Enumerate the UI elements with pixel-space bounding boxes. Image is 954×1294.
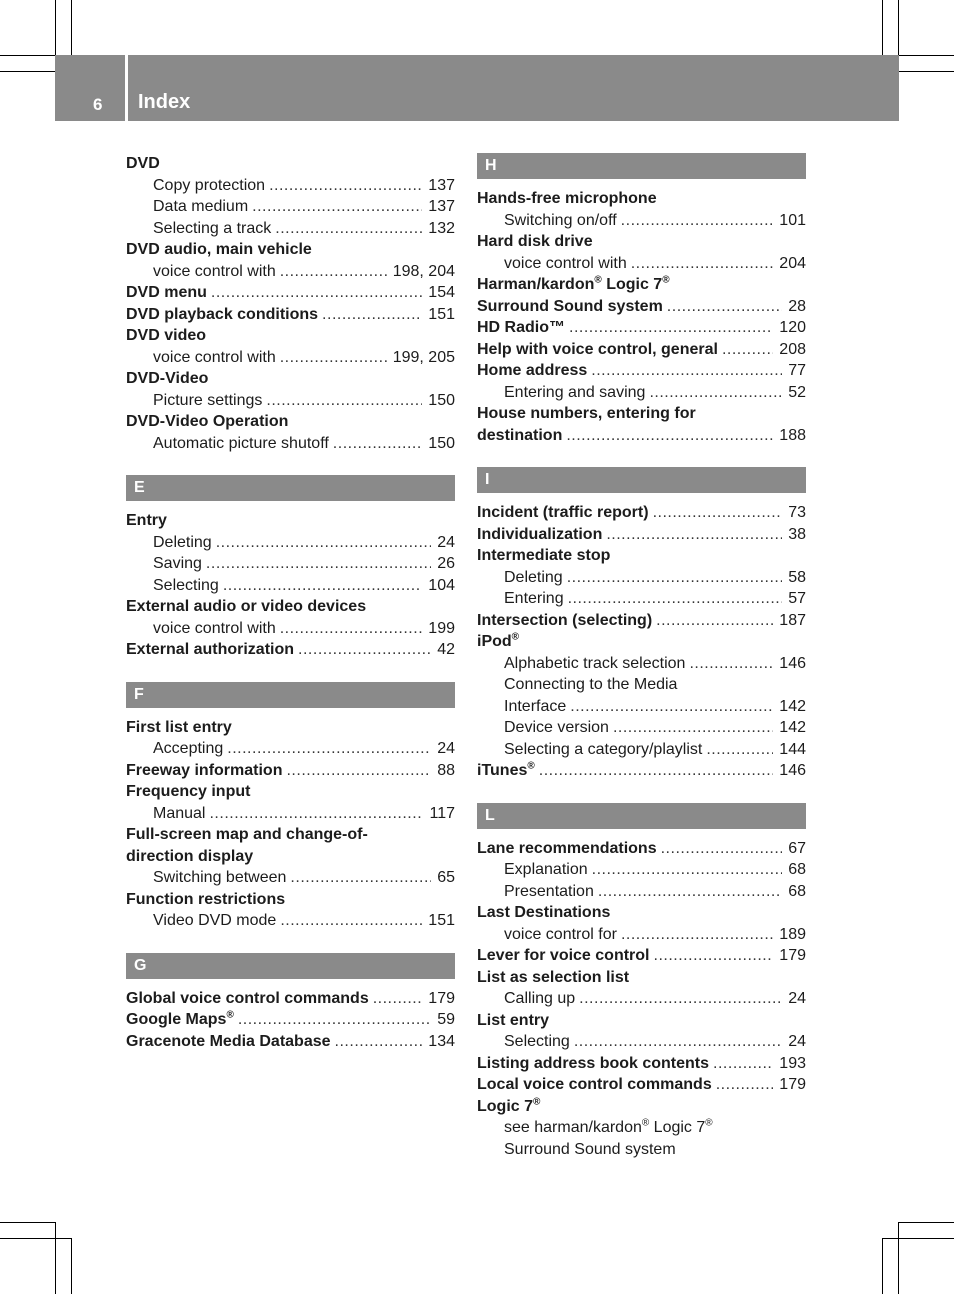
index-entry: voice control with ..... 199 xyxy=(126,618,455,640)
section-letter-bar: H xyxy=(477,153,806,179)
index-entry: External authorization ..... 42 xyxy=(126,639,455,661)
index-entry: Alphabetic track selection ..... 146 xyxy=(477,653,806,675)
index-entry: Selecting ..... 24 xyxy=(477,1031,806,1053)
index-entry: Presentation ..... 68 xyxy=(477,881,806,903)
crop-mark xyxy=(0,55,55,56)
index-entry: Freeway information ..... 88 xyxy=(126,760,455,782)
index-heading: Hands-free microphone xyxy=(477,190,657,207)
index-entry: Selecting a category/playlist ..... 144 xyxy=(477,739,806,761)
index-heading: Harman/kardon® Logic 7® xyxy=(477,274,670,293)
index-entry: DVD playback conditions ..... 151 xyxy=(126,304,455,326)
index-heading: Last Destinations xyxy=(477,904,611,921)
index-entry: Individualization ..... 38 xyxy=(477,524,806,546)
index-entry-text: see harman/kardon® Logic 7® xyxy=(504,1117,713,1136)
index-entry: voice control with ..... 199, 205 xyxy=(126,347,455,369)
index-entry: Interface ..... 142 xyxy=(477,696,806,718)
index-entry: Surround Sound system ..... 28 xyxy=(477,296,806,318)
header-divider xyxy=(125,55,128,121)
index-heading: Function restrictions xyxy=(126,890,286,908)
index-entry: Global voice control commands ..... 179 xyxy=(126,988,455,1010)
page-number: 6 xyxy=(93,95,103,114)
index-entry: Switching on/off ..... 101 xyxy=(477,210,806,232)
index-entry-text: Surround Sound system xyxy=(504,1140,676,1158)
index-heading: DVD video xyxy=(126,327,207,344)
index-heading: List entry xyxy=(477,1011,550,1029)
index-column-right xyxy=(477,153,806,1160)
index-entry: Calling up ..... 24 xyxy=(477,988,806,1010)
index-entry: Home address ..... 77 xyxy=(477,360,806,382)
index-heading: Entry xyxy=(126,512,167,529)
index-entry: Listing address book contents ..... 193 xyxy=(477,1053,806,1075)
index-entry: Deleting ..... 58 xyxy=(477,567,806,589)
index-entry: Automatic picture shutoff ..... 150 xyxy=(126,433,455,455)
index-entry: Intersection (selecting) ..... 187 xyxy=(477,610,806,632)
crop-mark xyxy=(898,1222,899,1294)
crop-mark xyxy=(71,1238,72,1294)
crop-mark xyxy=(882,1238,883,1294)
index-entry: Explanation ..... 68 xyxy=(477,859,806,881)
index-entry: Saving ..... 26 xyxy=(126,553,455,575)
index-column-left xyxy=(126,153,455,1052)
index-entry: Deleting ..... 24 xyxy=(126,532,455,554)
index-entry-text: Connecting to the Media xyxy=(504,676,678,693)
page-header xyxy=(55,55,899,121)
index-entry: Device version ..... 142 xyxy=(477,717,806,739)
index-entry: Local voice control commands ..... 179 xyxy=(477,1074,806,1096)
index-heading: Full-screen map and change-of- xyxy=(126,826,368,843)
crop-mark xyxy=(0,71,55,72)
crop-mark xyxy=(899,1222,954,1223)
index-entry: destination ..... 188 xyxy=(477,425,806,447)
index-entry: Incident (traffic report) ..... 73 xyxy=(477,502,806,524)
section-letter-bar: L xyxy=(477,803,806,829)
page-title: Index xyxy=(138,91,191,113)
index-entry: Switching between ..... 65 xyxy=(126,867,455,889)
index-entry: Selecting ..... 104 xyxy=(126,575,455,597)
index-entry: Entering ..... 57 xyxy=(477,588,806,610)
index-entry: Google Maps® ..... 59 xyxy=(126,1009,455,1031)
index-entry: iTunes® ..... 146 xyxy=(477,760,806,782)
index-entry: Accepting ..... 24 xyxy=(126,738,455,760)
index-heading: External audio or video devices xyxy=(126,598,367,615)
index-heading: First list entry xyxy=(126,718,232,736)
section-letter-bar: E xyxy=(126,475,455,501)
index-entry: Data medium ..... 137 xyxy=(126,196,455,218)
crop-mark xyxy=(0,1222,55,1223)
index-heading: House numbers, entering for xyxy=(477,405,696,422)
section-letter-bar: I xyxy=(477,467,806,493)
index-entry: DVD menu ..... 154 xyxy=(126,282,455,304)
section-letter-bar: G xyxy=(126,953,455,979)
index-entry: Manual ..... 117 xyxy=(126,803,455,825)
crop-mark xyxy=(0,1238,71,1239)
index-heading: DVD-Video xyxy=(126,370,209,387)
section-letter-bar: F xyxy=(126,682,455,708)
index-entry: Video DVD mode ..... 151 xyxy=(126,910,455,932)
index-entry: voice control with ..... 204 xyxy=(477,253,806,275)
index-entry: Picture settings ..... 150 xyxy=(126,390,455,412)
index-entry: Lever for voice control ..... 179 xyxy=(477,945,806,967)
index-heading: DVD audio, main vehicle xyxy=(126,241,312,258)
crop-mark xyxy=(55,1222,56,1294)
crop-mark xyxy=(899,55,954,56)
index-entry: HD Radio™ ..... 120 xyxy=(477,317,806,339)
index-entry: Copy protection ..... 137 xyxy=(126,175,455,197)
index-heading: DVD xyxy=(126,155,160,172)
index-heading: List as selection list xyxy=(477,968,630,986)
index-heading: DVD-Video Operation xyxy=(126,413,289,430)
index-heading: Hard disk drive xyxy=(477,233,593,250)
crop-mark xyxy=(899,71,954,72)
index-heading: Frequency input xyxy=(126,783,251,800)
index-heading: direction display xyxy=(126,847,254,865)
index-heading: Logic 7® xyxy=(477,1096,541,1115)
index-heading: iPod® xyxy=(477,631,520,650)
index-entry: Entering and saving ..... 52 xyxy=(477,382,806,404)
index-entry: Lane recommendations ..... 67 xyxy=(477,838,806,860)
index-entry: Help with voice control, general ..... 208 xyxy=(477,339,806,361)
index-entry: Selecting a track ..... 132 xyxy=(126,218,455,240)
index-entry: voice control with ..... 198, 204 xyxy=(126,261,455,283)
crop-mark xyxy=(882,1238,954,1239)
index-entry: voice control for ..... 189 xyxy=(477,924,806,946)
index-entry: Gracenote Media Database ..... 134 xyxy=(126,1031,455,1053)
index-heading: Intermediate stop xyxy=(477,547,611,564)
